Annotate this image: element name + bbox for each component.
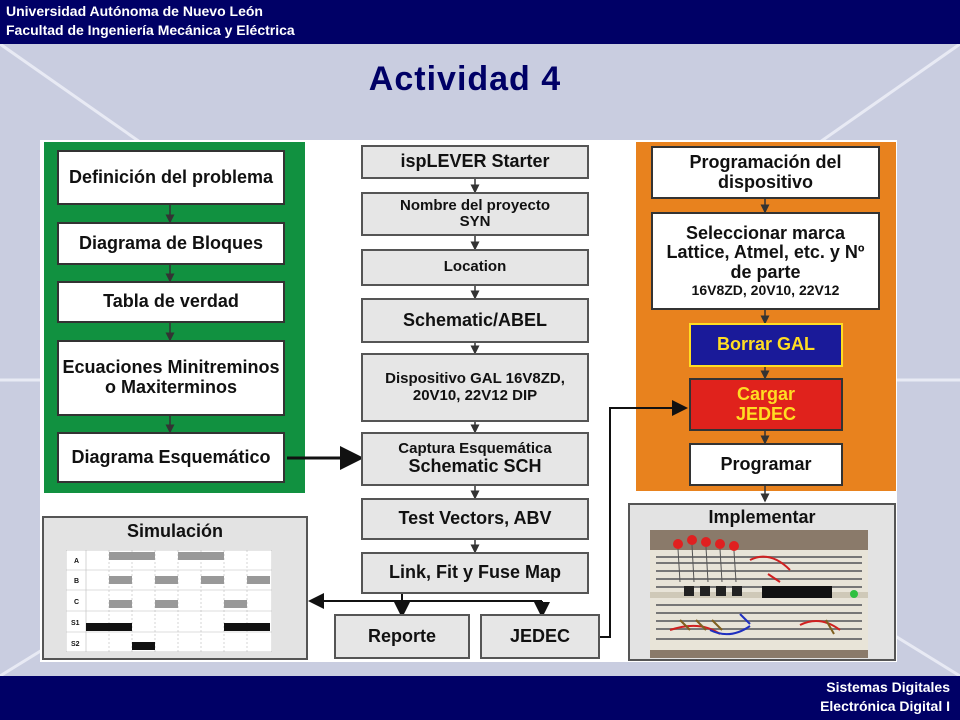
footer-bar	[0, 676, 960, 720]
course-name: Sistemas Digitales	[826, 679, 950, 695]
jedec-box: JEDEC	[480, 614, 600, 659]
programar-box: Programar	[689, 443, 843, 486]
definicion-problema-box: Definición del problema	[57, 150, 285, 205]
university-name: Universidad Autónoma de Nuevo León	[6, 3, 263, 19]
schematic-abel-box: Schematic/ABEL	[361, 298, 589, 343]
signal-label-s2: S2	[71, 641, 80, 648]
test-vectors-box: Test Vectors, ABV	[361, 498, 589, 540]
captura-esquematica-label: Captura Esquemática	[398, 439, 552, 457]
nombre-proyecto-box: Nombre del proyecto SYN	[361, 192, 589, 236]
tabla-verdad-box: Tabla de verdad	[57, 281, 285, 323]
location-box: Location	[361, 249, 589, 286]
signal-label-c: C	[74, 599, 80, 606]
faculty-name: Facultad de Ingeniería Mecánica y Eléctrica	[6, 22, 295, 38]
signal-label-s1: S1	[71, 620, 80, 627]
timing-diagram	[66, 550, 272, 652]
diagrama-bloques-box: Diagrama de Bloques	[57, 222, 285, 265]
borrar-gal-box: Borrar GAL	[689, 323, 843, 367]
captura-esquematica-box	[361, 432, 589, 486]
seleccionar-marca-box	[651, 212, 880, 310]
seleccionar-marca-label: Seleccionar marca Lattice, Atmel, etc. y Nº de parte	[666, 222, 865, 283]
diagrama-esquematico-box: Diagrama Esquemático	[57, 432, 285, 483]
implementation-title: Implementar	[708, 507, 816, 528]
link-fit-fuse-box: Link, Fit y Fuse Map	[361, 552, 589, 594]
cargar-jedec-box: Cargar JEDEC	[689, 378, 843, 431]
reporte-box: Reporte	[334, 614, 470, 659]
signal-label-b: B	[74, 578, 80, 585]
ecuaciones-box: Ecuaciones Minitreminos o Maxiterminos	[57, 340, 285, 416]
simulation-title: Simulación	[126, 521, 224, 542]
programacion-dispositivo-box: Programación del dispositivo	[651, 146, 880, 199]
course-subtitle: Electrónica Digital I	[820, 698, 950, 714]
isplever-starter-box: ispLEVER Starter	[361, 145, 589, 179]
dispositivo-gal-box: Dispositivo GAL 16V8ZD, 20V10, 22V12 DIP	[361, 353, 589, 422]
schematic-sch-label: Schematic SCH	[408, 456, 542, 477]
breadboard-photo	[650, 530, 868, 658]
page-title: Actividad 4	[368, 60, 562, 98]
seleccionar-parts-label: 16V8ZD, 20V10, 22V12	[691, 282, 840, 298]
signal-label-a: A	[74, 558, 80, 565]
